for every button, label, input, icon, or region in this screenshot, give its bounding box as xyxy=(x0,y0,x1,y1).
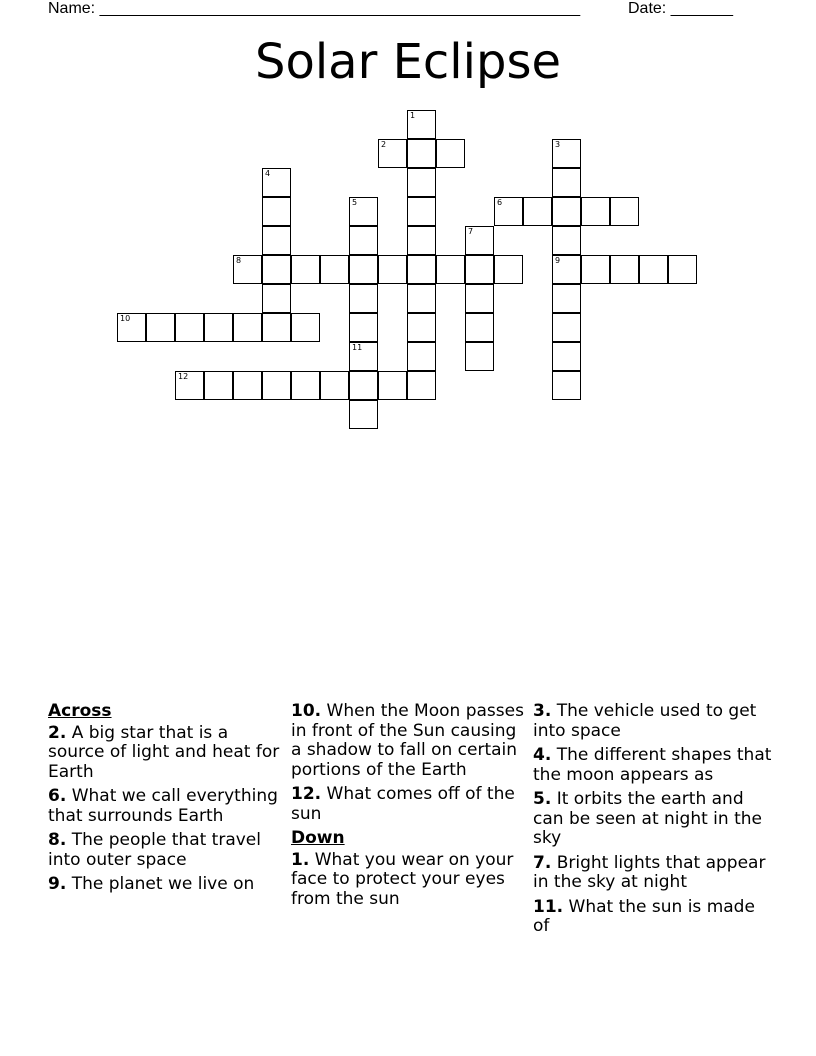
grid-cell[interactable] xyxy=(378,371,407,400)
grid-cell[interactable] xyxy=(349,313,378,342)
grid-cell[interactable] xyxy=(117,313,146,342)
grid-cell[interactable] xyxy=(349,226,378,255)
grid-cell[interactable] xyxy=(407,255,436,284)
down-heading: Down xyxy=(291,828,345,848)
grid-cell[interactable] xyxy=(291,313,320,342)
clue-number-label: 2 xyxy=(381,140,387,149)
grid-cell[interactable] xyxy=(668,255,697,284)
grid-cell[interactable] xyxy=(610,197,639,226)
grid-cell[interactable] xyxy=(175,313,204,342)
grid-cell[interactable] xyxy=(349,342,378,371)
grid-cell[interactable] xyxy=(233,371,262,400)
grid-cell[interactable] xyxy=(407,284,436,313)
grid-cell[interactable] xyxy=(552,371,581,400)
grid-cell[interactable] xyxy=(465,284,494,313)
clue-down-1: 1. What you wear on your face to protect your eyes from the sun xyxy=(291,849,514,909)
clue-across-9: 9. The planet we live on xyxy=(48,874,255,894)
grid-cell[interactable] xyxy=(233,313,262,342)
grid-cell[interactable] xyxy=(407,168,436,197)
grid-cell[interactable] xyxy=(146,313,175,342)
grid-cell[interactable] xyxy=(349,197,378,226)
grid-cell[interactable] xyxy=(262,197,291,226)
clue-number-label: 4 xyxy=(265,169,271,178)
grid-cell[interactable] xyxy=(610,255,639,284)
clue-number-label: 1 xyxy=(410,111,416,120)
grid-cell[interactable] xyxy=(552,255,581,284)
clue-number-label: 5 xyxy=(352,198,358,207)
clue-across-10: 10. When the Moon passes in front of the Sun causing a shadow to fall on certain portions of the Earth xyxy=(291,701,524,780)
grid-cell[interactable] xyxy=(175,371,204,400)
grid-cell[interactable] xyxy=(407,342,436,371)
grid-cell[interactable] xyxy=(552,284,581,313)
grid-cell[interactable] xyxy=(523,197,552,226)
grid-cell[interactable] xyxy=(407,226,436,255)
grid-cell[interactable] xyxy=(291,371,320,400)
grid-cell[interactable] xyxy=(581,255,610,284)
grid-cell[interactable] xyxy=(204,313,233,342)
grid-cell[interactable] xyxy=(465,255,494,284)
grid-cell[interactable] xyxy=(233,255,262,284)
name-field-label: Name: ______________________________________________________ xyxy=(48,0,581,17)
grid-cell[interactable] xyxy=(465,226,494,255)
clue-across-6: 6. What we call everything that surrounds Earth xyxy=(48,786,278,826)
clue-number-label: 10 xyxy=(120,314,131,323)
grid-cell[interactable] xyxy=(407,371,436,400)
grid-cell[interactable] xyxy=(262,255,291,284)
grid-cell[interactable] xyxy=(552,197,581,226)
clue-down-11: 11. What the sun is made of xyxy=(533,896,755,936)
grid-cell[interactable] xyxy=(639,255,668,284)
grid-cell[interactable] xyxy=(581,197,610,226)
grid-cell[interactable] xyxy=(436,139,465,168)
grid-cell[interactable] xyxy=(552,342,581,371)
grid-cell[interactable] xyxy=(494,197,523,226)
grid-cell[interactable] xyxy=(349,255,378,284)
clues-column-3 xyxy=(533,702,773,942)
clue-down-3: 3. The vehicle used to get into space xyxy=(533,701,757,741)
grid-cell[interactable] xyxy=(378,139,407,168)
grid-cell[interactable] xyxy=(407,110,436,139)
grid-cell[interactable] xyxy=(465,313,494,342)
across-heading: Across xyxy=(48,701,112,721)
clue-number-label: 9 xyxy=(555,256,561,265)
grid-cell[interactable] xyxy=(407,197,436,226)
clue-number-label: 12 xyxy=(178,372,189,381)
grid-cell[interactable] xyxy=(465,342,494,371)
clue-down-4: 4. The different shapes that the moon appears as xyxy=(533,745,772,785)
grid-cell[interactable] xyxy=(262,168,291,197)
grid-cell[interactable] xyxy=(349,284,378,313)
grid-cell[interactable] xyxy=(291,255,320,284)
clue-number-label: 11 xyxy=(352,343,363,352)
date-field-label: Date: _______ xyxy=(628,0,733,17)
clue-number-label: 7 xyxy=(468,227,474,236)
grid-cell[interactable] xyxy=(262,371,291,400)
grid-cell[interactable] xyxy=(552,139,581,168)
clues-column-2 xyxy=(291,702,527,914)
clue-down-5: 5. It orbits the earth and can be seen at night in the sky xyxy=(533,789,762,848)
grid-cell[interactable] xyxy=(552,313,581,342)
grid-cell[interactable] xyxy=(349,371,378,400)
grid-cell[interactable] xyxy=(436,255,465,284)
grid-cell[interactable] xyxy=(262,313,291,342)
grid-cell[interactable] xyxy=(378,255,407,284)
clue-across-8: 8. The people that travel into outer space xyxy=(48,830,261,870)
clue-number-label: 6 xyxy=(497,198,503,207)
clues-column-1 xyxy=(48,702,284,900)
grid-cell[interactable] xyxy=(407,139,436,168)
grid-cell[interactable] xyxy=(494,255,523,284)
clue-across-12: 12. What comes off of the sun xyxy=(291,784,515,824)
clue-down-7: 7. Bright lights that appear in the sky at night xyxy=(533,852,766,892)
grid-cell[interactable] xyxy=(407,313,436,342)
grid-cell[interactable] xyxy=(552,226,581,255)
clue-across-2: 2. A big star that is a source of light and heat for Earth xyxy=(48,722,280,782)
grid-cell[interactable] xyxy=(262,226,291,255)
grid-cell[interactable] xyxy=(320,371,349,400)
grid-cell[interactable] xyxy=(262,284,291,313)
grid-cell[interactable] xyxy=(204,371,233,400)
puzzle-title: Solar Eclipse xyxy=(255,34,561,90)
clue-number-label: 3 xyxy=(555,140,561,149)
grid-cell[interactable] xyxy=(349,400,378,429)
grid-cell[interactable] xyxy=(552,168,581,197)
grid-cell[interactable] xyxy=(320,255,349,284)
clue-number-label: 8 xyxy=(236,256,242,265)
